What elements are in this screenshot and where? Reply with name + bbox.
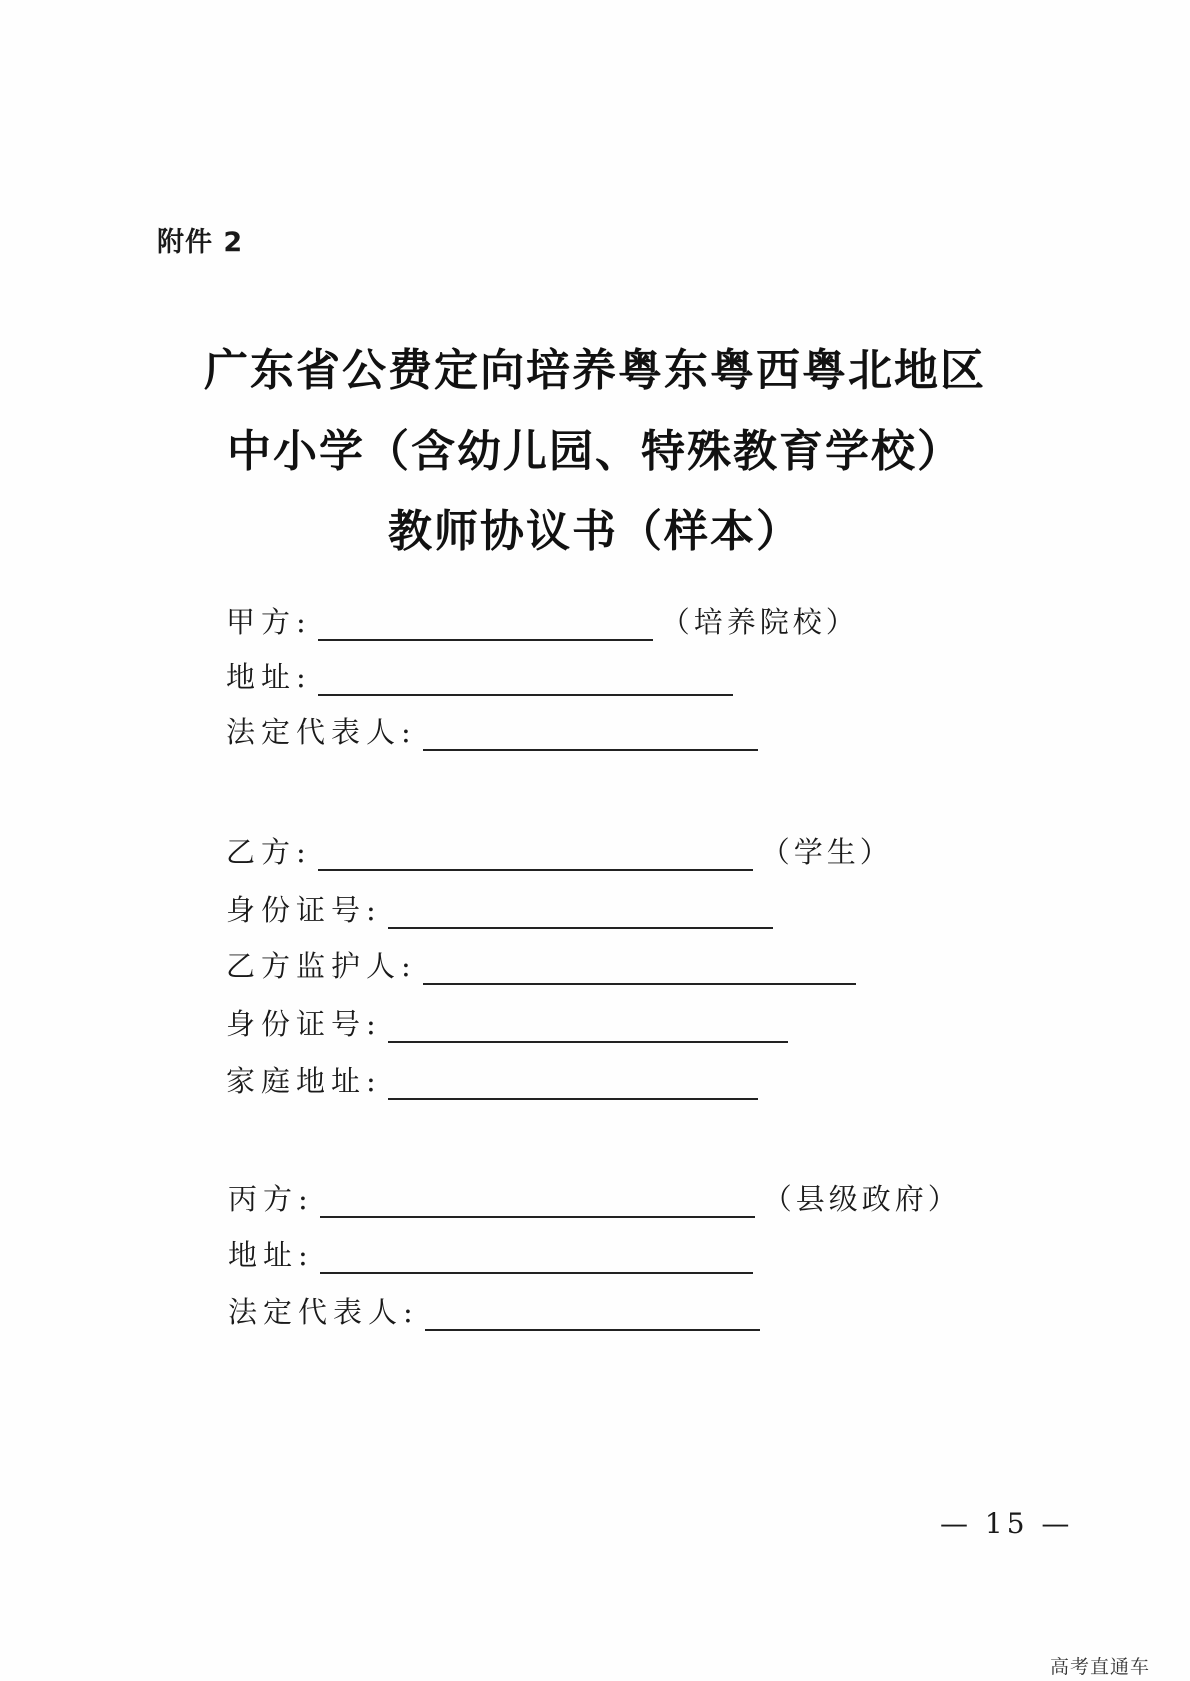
page-number: — 15 — (940, 1507, 1074, 1540)
watermark-text: 高考直通车 (1050, 1656, 1151, 1678)
party-c-rep-label: 法定代表人: (228, 1295, 419, 1329)
party-c-address-label: 地址: (228, 1238, 314, 1272)
title-line-1: 广东省公费定向培养粤东粤西粤北地区 (204, 345, 986, 396)
party-c-name-label: 丙方: (228, 1182, 314, 1216)
party-c-name-field (228, 1177, 961, 1218)
party-b-home-blank[interactable] (388, 1068, 758, 1100)
party-b-home-label: 家庭地址: (226, 1064, 382, 1098)
party-b-name-blank[interactable] (318, 839, 753, 871)
party-b-guardian-blank[interactable] (423, 953, 856, 985)
party-c-name-blank[interactable] (320, 1186, 755, 1218)
party-b-guardian-label: 乙方监护人: (226, 949, 417, 983)
party-b-id-label: 身份证号: (226, 893, 382, 927)
party-a-name-field (226, 600, 859, 641)
party-a-name-blank[interactable] (318, 609, 653, 641)
party-b-guardian-field (226, 944, 864, 985)
party-c-address-field (228, 1233, 761, 1274)
party-b-name-note: （学生） (760, 835, 893, 869)
party-c-rep-field (228, 1290, 768, 1331)
party-a-name-note: （培养院校） (660, 605, 859, 639)
party-b-name-label: 乙方: (226, 835, 312, 869)
attachment-label: 附件 2 (157, 227, 244, 258)
party-b-home-field (226, 1059, 766, 1100)
party-b-guardian-id-label: 身份证号: (226, 1007, 382, 1041)
party-a-rep-label: 法定代表人: (226, 715, 417, 749)
party-a-address-label: 地址: (226, 660, 312, 694)
party-a-name-label: 甲方: (226, 605, 312, 639)
party-c-address-blank[interactable] (320, 1242, 753, 1274)
party-b-name-field (226, 830, 893, 871)
party-b-id-blank[interactable] (388, 897, 773, 929)
party-a-address-field (226, 655, 741, 696)
party-c-rep-blank[interactable] (425, 1299, 760, 1331)
party-b-guardian-id-field (226, 1002, 796, 1043)
party-a-rep-blank[interactable] (423, 719, 758, 751)
title-line-3: 教师协议书（样本） (388, 506, 802, 557)
title-line-2: 中小学（含幼儿园、特殊教育学校） (227, 426, 963, 477)
party-a-rep-field (226, 710, 766, 751)
party-b-id-field (226, 888, 781, 929)
party-a-address-blank[interactable] (318, 664, 733, 696)
party-c-name-note: （县级政府） (762, 1182, 961, 1216)
party-b-guardian-id-blank[interactable] (388, 1011, 788, 1043)
